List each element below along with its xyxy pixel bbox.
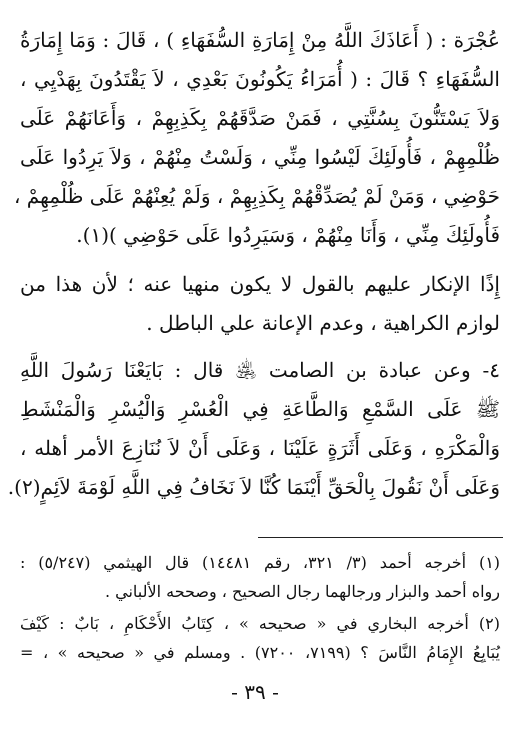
- hadith-line: وَعَلَى أَنْ نَقُولَ بِالْحَقِّ أَيْنَمَا كُنَّا لاَ نَخَافُ فِي اللَّهِ لَوْمَةَ لاَئِمٍ(٢).: [7, 475, 500, 499]
- text-line: حَوْضِي ، وَمَنْ لَمْ يُصَدِّقْهُمْ بِكَذِبِهِمْ ، وَلَمْ يُعِنْهُمْ عَلَى ظُلْمِهِمْ ،: [13, 184, 500, 208]
- text-line: فَأُولَئِكَ مِنِّي ، وَأَنَا مِنْهُمْ ، وَسَيَرِدُوا عَلَى حَوْضِي )(١).: [76, 223, 500, 247]
- footnote-line: رواه أحمد والبزار ورجالهما رجال الصحيح ، وصححه الألباني .: [104, 582, 500, 601]
- footnote-line: (٢) أخرجه البخاري في « صحيحه » ، كِتَابُ الأَحْكَامِ ، بَابٌ : كَيْفَ: [20, 614, 500, 633]
- footnote-separator: [258, 537, 503, 538]
- hadith-line: وَالْمَكْرَهِ ، وَعَلَى أَثَرَةٍ عَلَيْنَا ، وَعَلَى أَنْ لاَ نُنَازِعَ الأمر أهله ،: [20, 436, 500, 460]
- text-line: ظُلْمِهِمْ ، فَأُولَئِكَ لَيْسُوا مِنِّي ، وَلَسْتُ مِنْهُمْ ، وَلاَ يَرِدُوا عَلَى: [20, 145, 500, 169]
- page-number: - ٣٩ -: [231, 680, 279, 704]
- paragraph-line: لوازم الكراهية ، وعدم الإعانة علي الباطل .: [146, 311, 500, 335]
- hadith-line: ٤- وعن عبادة بن الصامت ﵁ قال : بَايَعْنَا رَسُولَ اللَّهِ: [20, 358, 500, 382]
- text-line: عُجْرَة : ( أَعَاذَكَ اللَّهُ مِنْ إِمَارَةِ السُّفَهَاءِ ) ، قَالَ : وَمَا إِمَارَةُ: [20, 28, 500, 52]
- footnote-line: (١) أخرجه أحمد (٣/ ٣٢١، رقم ١٤٤٨١) قال الهيثمي (٥/٢٤٧) :: [20, 553, 501, 572]
- text-line: وَلاَ يَسْتَنُّونَ بِسُنَّتِي ، فَمَنْ صَدَّقَهُمْ بِكَذِبِهِمْ ، وَأَعَانَهُمْ عَلَى: [20, 106, 500, 130]
- text-line: السُّفَهَاءِ ؟ قَالَ : ( أُمَرَاءُ يَكُونُونَ بَعْدِي ، لاَ يَقْتَدُونَ بِهَدْيِي ،: [20, 67, 500, 91]
- hadith-line: ﷺ عَلَى السَّمْعِ وَالطَّاعَةِ فِي الْعُسْرِ وَالْيُسْرِ وَالْمَنْشَطِ: [20, 397, 500, 421]
- paragraph-line: إِذًا الإنكار عليهم بالقول لا يكون منهيا عنه ؛ لأن هذا من: [20, 272, 500, 296]
- footnote-line: يُبَايِعُ الإِمَامُ النَّاسَ ؟ (٧١٩٩، ٧٢٠٠) . ومسلم في « صحيحه » ، =: [20, 643, 501, 662]
